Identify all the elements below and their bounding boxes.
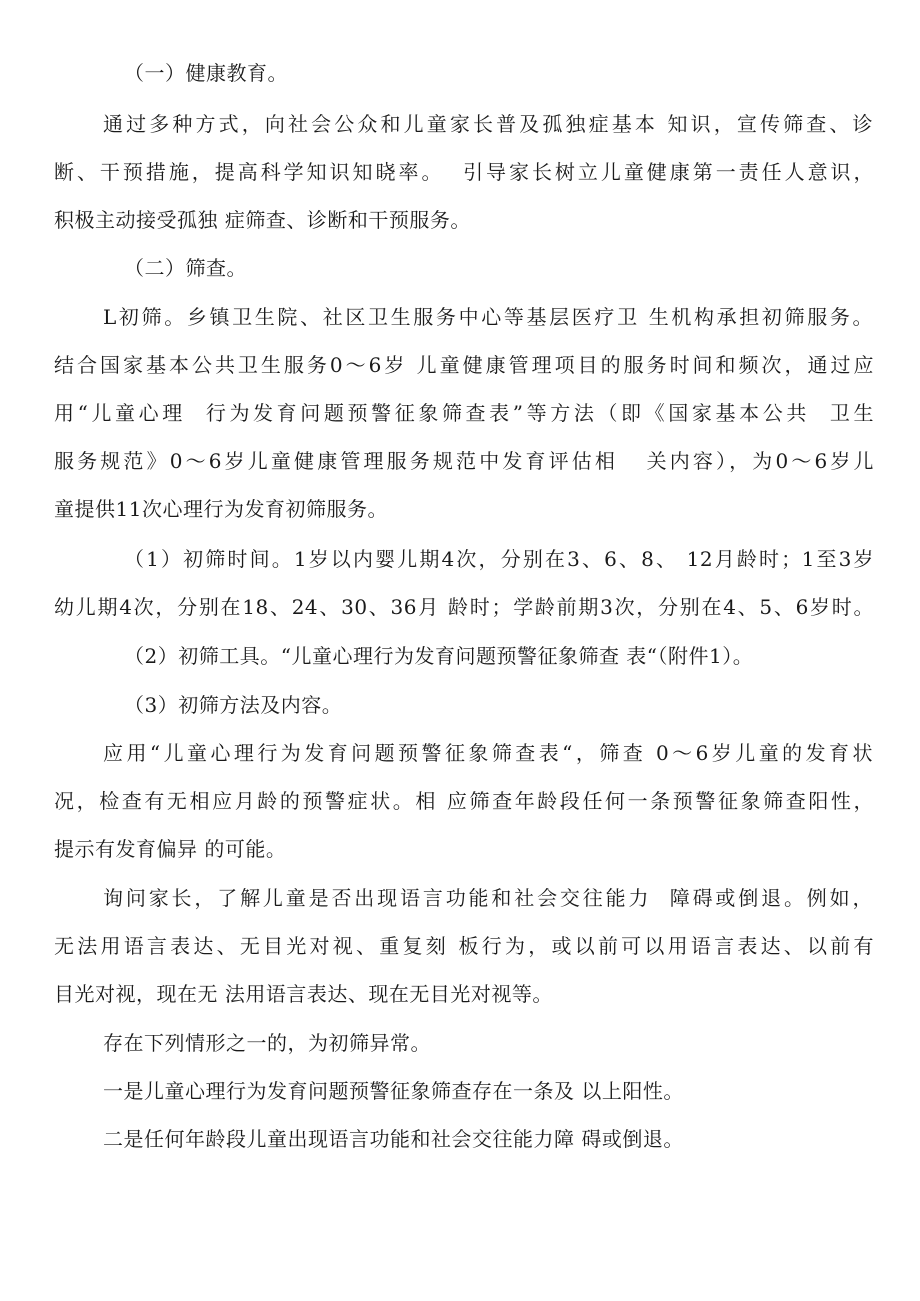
paragraph-line: 应用“儿童心理行为发育问题预警征象筛查表“，筛查 0～6岁儿童的发育状 [103,741,873,765]
paragraph-line: L初筛。乡镇卫生院、社区卫生服务中心等基层医疗卫 生机构承担初筛服务。 [103,305,873,329]
paragraph-line: 服务规范》0～6岁儿童健康管理服务规范中发育评估相 关内容），为0～6岁儿 [54,449,874,473]
paragraph-line: 幼儿期4次，分别在18、24、30、36月 龄时；学龄前期3次，分别在4、5、6岁时。 [54,595,874,619]
heading-screening: （二）筛查。 [124,256,247,280]
paragraph-line: 断、干预措施，提高科学知识知晓率。 引导家长树立儿童健康第一责任人意识， [54,160,874,184]
paragraph-line: 一是儿童心理行为发育问题预警征象筛查存在一条及 以上阳性。 [103,1079,684,1103]
paragraph-line: （2）初筛工具。“儿童心理行为发育问题预警征象筛查 表“（附件1）。 [124,644,754,668]
heading-health-education: （一）健康教育。 [124,61,288,85]
paragraph-line: （1）初筛时间。1岁以内婴儿期4次，分别在3、6、8、 12月龄时；1至3岁 [124,547,874,571]
paragraph-line: 积极主动接受孤独 症筛查、诊断和干预服务。 [54,208,471,232]
paragraph-line: 通过多种方式，向社会公众和儿童家长普及孤独症基本 知识，宣传筛查、诊 [103,112,873,136]
paragraph-line: 结合国家基本公共卫生服务0～6岁 儿童健康管理项目的服务时间和频次，通过应 [54,353,874,377]
paragraph-line: 无法用语言表达、无目光对视、重复刻 板行为，或以前可以用语言表达、以前有 [54,934,874,958]
heading-screening-method: （3）初筛方法及内容。 [124,693,343,717]
paragraph-line: 况，检查有无相应月龄的预警症状。相 应筛查年龄段任何一条预警征象筛查阳性， [54,789,874,813]
paragraph-line: 童提供11次心理行为发育初筛服务。 [54,497,388,521]
paragraph-line: 存在下列情形之一的，为初筛异常。 [103,1031,431,1055]
paragraph-line: 二是任何年龄段儿童出现语言功能和社会交往能力障 碍或倒退。 [103,1127,684,1151]
paragraph-line: 用“儿童心理 行为发育问题预警征象筛查表”等方法（即《国家基本公共 卫生 [54,401,874,425]
paragraph-line: 询问家长，了解儿童是否出现语言功能和社会交往能力 障碍或倒退。例如， [103,886,873,910]
paragraph-line: 目光对视，现在无 法用语言表达、现在无目光对视等。 [54,982,553,1006]
paragraph-line: 提示有发育偏异 的可能。 [54,837,287,861]
